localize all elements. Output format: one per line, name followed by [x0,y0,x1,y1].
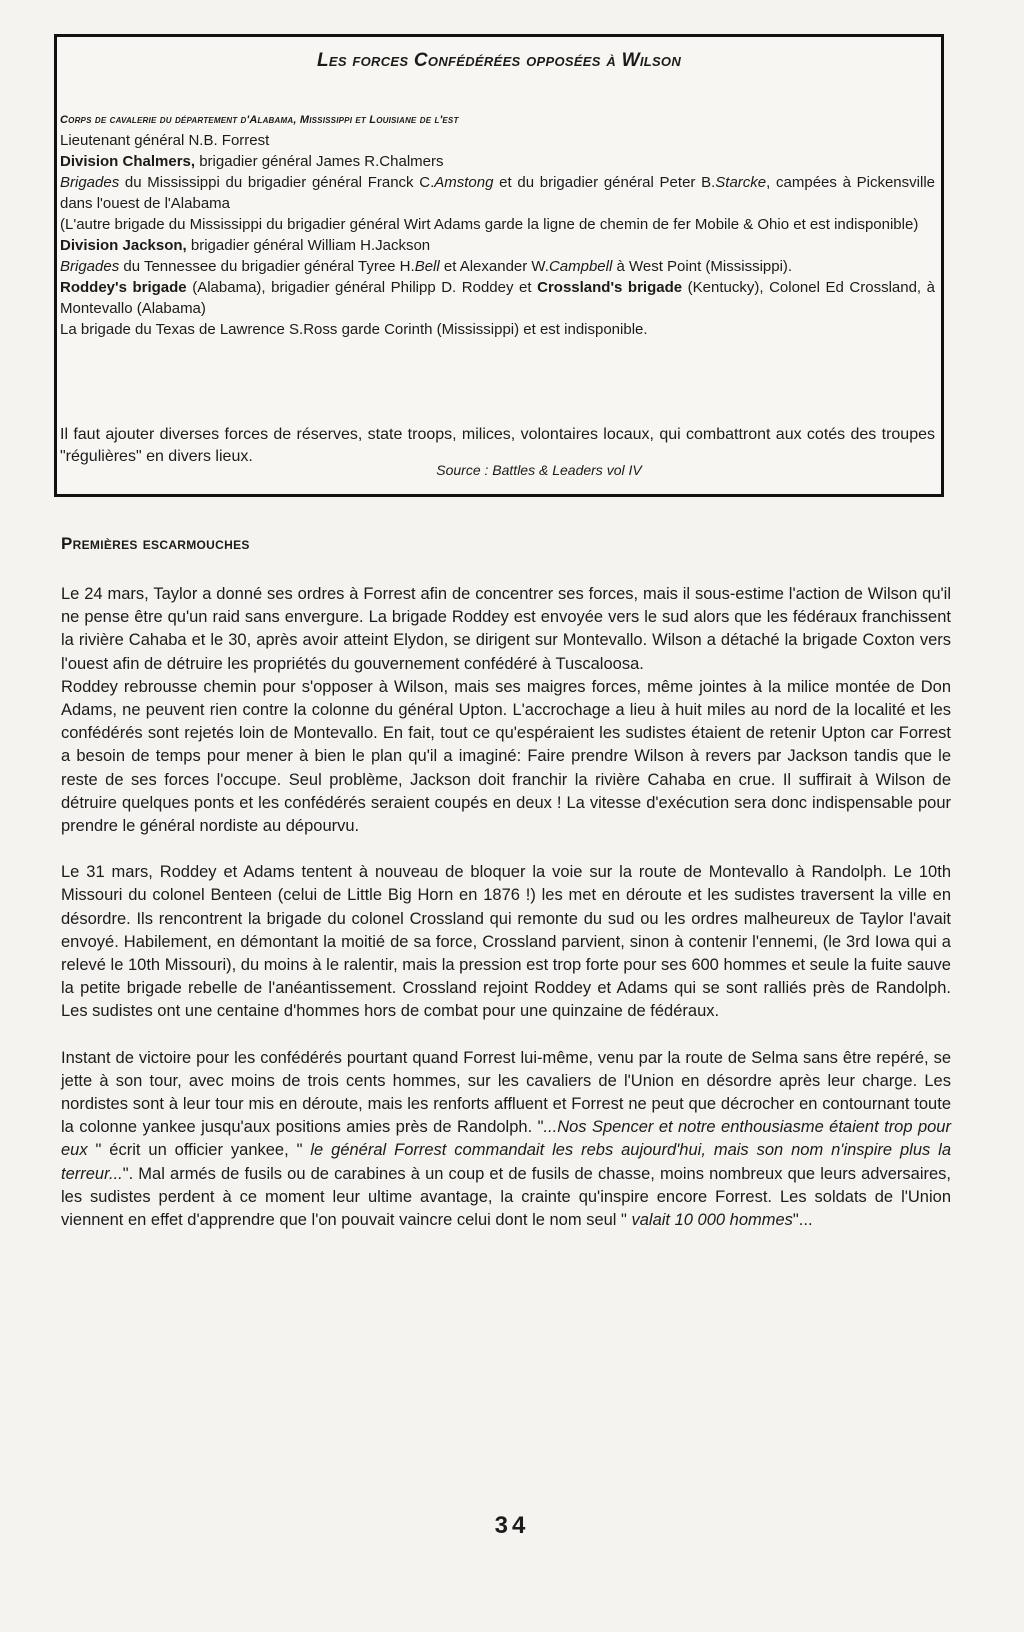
roddey-crossland-line [60,277,935,319]
paragraph-text: Instant de victoire pour les confédérés pourtant quand Forrest lui-même, venu par la route de Selma sans être repéré, se jette à son tour, avec moins de trois cents hommes, sur les cavaliers de l'Union en désordre après leur charge. Les nordistes sont à leur tour mis en déroute, mais les renforts affluent et Forrest ne peut que décrocher en contournant toute la colonne yankee jusqu'aux positions amies près de Randolph. " [61,1048,951,1137]
paragraph: Le 31 mars, Roddey et Adams tentent à nouveau de bloquer la voie sur la route de Montevallo à Randolph. Le 10th Missouri du colonel Benteen (celui de Little Big Horn en 1876 !) les met en déroute et les sudistes traversent la ville en désordre. Ils rencontrent la brigade du colonel Crossland qui remonte du sud ou les ordres malheureux de Taylor l'avait envoyé. Habilement, en démontant la moitié de sa force, Crossland parvient, sinon à contenir l'ennemi, (le 3rd Iowa qui a relevé le 10th Missouri), du moins à le ralentir, mais la pression est trop forte pour ses 600 hommes et seule la fuite sauve la petite brigade rebelle de l'anéantissement. Crossland rejoint Roddey et Adams qui se sont ralliés près de Randolph. Les sudistes ont une centaine d'hommes hors de combat pour une quinzaine de fédéraux. [61,863,951,1021]
jackson-label: Division Jackson, [60,237,187,254]
chalmers-label: Division Chalmers, [60,153,196,170]
brigades-text: , campées à Pickensville dans l'ouest de l'Alabama [60,174,935,212]
brigades-text: à West Point (Mississippi). [612,258,793,275]
paragraph [61,1047,951,1233]
paragraph-text: " écrit un officier yankee, " [87,1141,311,1160]
quote-text: valait 10 000 hommes [631,1211,793,1230]
armstrong-name: Amstong [434,174,494,191]
chalmers-division-line [60,151,935,172]
crossland-label: Crossland's brigade [537,279,683,296]
roddey-text: (Kentucky), Colonel Ed Crossland, à Montevallo (Alabama) [60,279,935,317]
paragraph: Roddey rebrousse chemin pour s'opposer à Wilson, mais ses maigres forces, même jointes à la milice montée de Don Adams, ne peuvent rien contre la colonne du général Upton. L'accrochage a lieu à huit miles au nord de la localité et les confédérés sont rejetés loin de Montevallo. En fait, tout ce qu'espéraient les sudistes étaient de retenir Upton car Forrest a besoin de temps pour mener à bien le plan qu'il a imaginé: Faire prendre Wilson à revers par Jackson tandis que le reste de ses forces l'occupe. Seul problème, Jackson doit franchir la rivière Cahaba en crue. Il suffirait à Wilson de détruire quelques ponts et les confédérés seraient coupés en deux ! La vitesse d'exécution sera donc indispensable pour prendre le général nordiste au dépourvu. [61,677,951,836]
paragraph-text: "... [792,1211,813,1230]
box-title: Les forces Confédérées opposées à Wilson [316,50,682,71]
page-number: 34 [494,1512,530,1539]
mississippi-brigades-line [60,172,935,214]
adams-note: (L'autre brigade du Mississippi du brigadier général Wirt Adams garde la ligne de chemin de fer Mobile & Ohio et est indisponible) [60,216,919,233]
forrest-line: Lieutenant général N.B. Forrest [60,132,270,149]
brigades-word: Brigades [60,174,120,191]
roddey-text: (Alabama), brigadier général Philipp D. Roddey et [186,279,538,296]
quote-text: le général Forrest commandait les rebs aujourd'hui, mais son nom n'inspire plus la terreur... [61,1141,952,1183]
brigades-word: Brigades [60,258,120,275]
brigades-text: du Mississippi du brigadier général Franck C. [119,174,435,191]
texas-brigade-line: La brigade du Texas de Lawrence S.Ross garde Corinth (Mississippi) et est indisponible. [60,321,648,338]
brigades-text: du Tennessee du brigadier général Tyree H. [119,258,415,275]
campbell-name: Campbell [548,258,613,275]
starcke-name: Starcke [715,174,767,191]
paragraph: Le 24 mars, Taylor a donné ses ordres à Forrest afin de concentrer ses forces, mais il sous-estime l'action de Wilson qu'il ne pense être qu'un raid sans envergure. La brigade Roddey est envoyée vers le sud alors que les fédéraux franchissent la rivière Cahaba et le 30, après avoir atteint Elydon, se dirigent sur Montevallo. Wilson a détaché la brigade Coxton vers l'ouest afin de détruire les propriétés du gouvernement confédéré à Tuscaloosa. [61,585,951,673]
paragraph-text: ". Mal armés de fusils ou de carabines à un coup et de fusils de chasse, moins nombreux que leurs adversaires, les sudistes perdent à ce moment leur ultime avantage, la crainte qu'inspire encore Forrest. Les soldats de l'Union viennent en effet d'apprendre que l'on pouvait vaincre celui dont le nom seul " [61,1164,951,1230]
brigades-text: et Alexander W. [439,258,549,275]
chalmers-commander: brigadier général James R.Chalmers [195,153,444,170]
section-heading: Premières escarmouches [61,534,250,553]
jackson-commander: brigadier général William H.Jackson [186,237,431,254]
corps-heading: Corps de cavalerie du département d'Alabama, Mississippi et Louisiane de l'est [60,114,459,126]
article-body [61,583,951,1232]
quote-text: ...Nos Spencer et notre enthousiasme étaient trop pour eux [61,1118,951,1160]
tennessee-brigades-line [60,256,935,277]
box-source: Source : Battles & Leaders vol IV [436,462,642,478]
bell-name: Bell [414,258,440,275]
confederate-forces-box [54,34,944,497]
brigades-text: et du brigadier général Peter B. [493,174,716,191]
roddey-label: Roddey's brigade [60,279,187,296]
box-body [60,112,935,340]
box-note: Il faut ajouter diverses forces de réserves, state troops, milices, volontaires locaux, qui combattront aux cotés des troupes "régulières" en divers lieux. [60,426,935,465]
jackson-division-line [60,235,935,256]
